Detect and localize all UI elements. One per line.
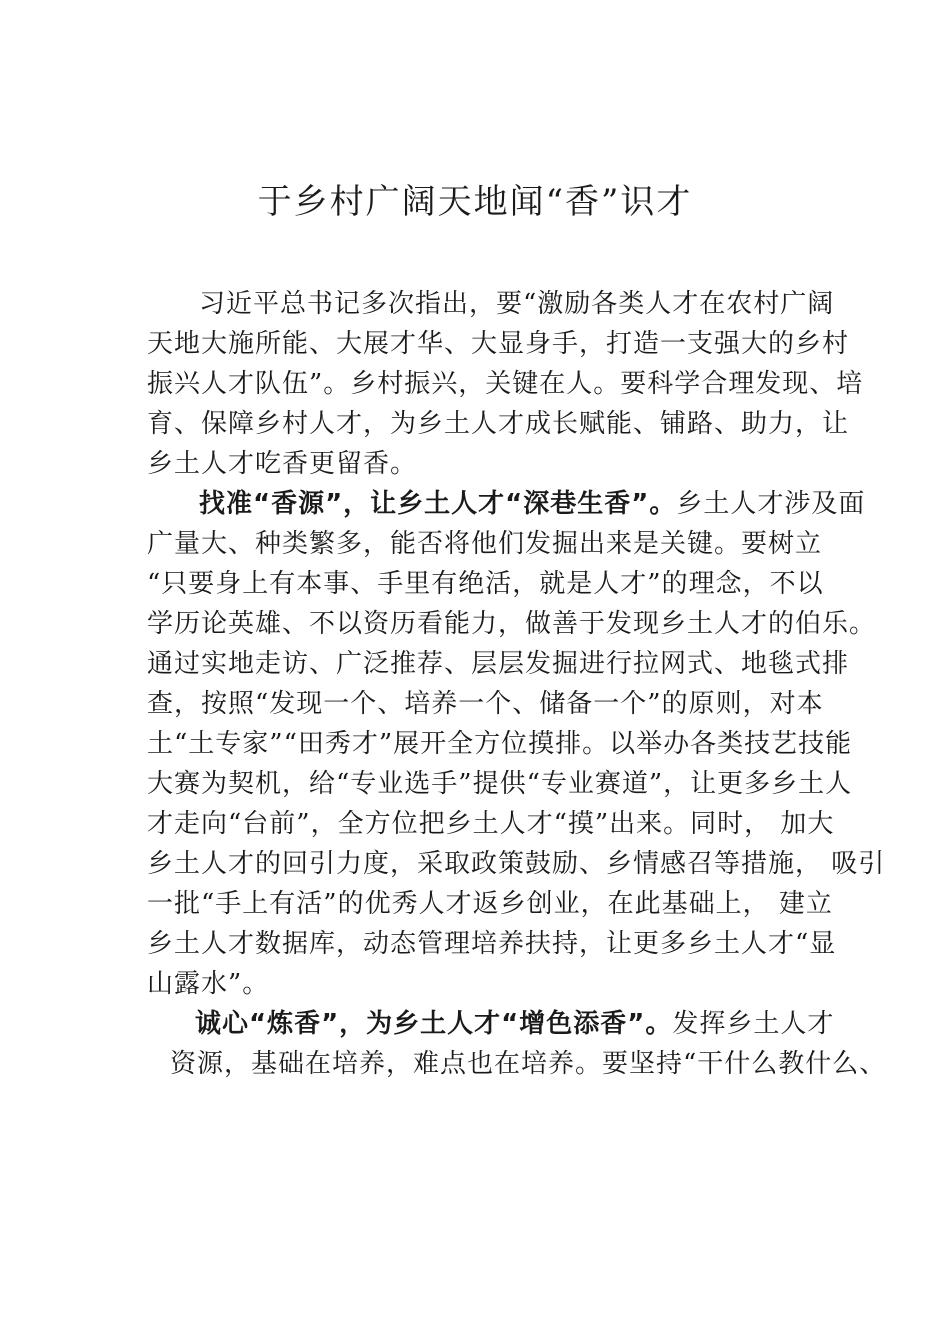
paragraph-2-line-3: “只要身上有本事、手里有绝活，就是人才”的理念，不以 — [147, 569, 824, 599]
paragraph-2-line-13: 山露水”。 — [147, 969, 270, 999]
paragraph-3-first-line-text: 发挥乡土人才 — [672, 1009, 835, 1039]
paragraph-1-line-5: 乡土人才吃香更留香。 — [147, 449, 418, 479]
paragraph-2-line-11: 一批“手上有活”的优秀人才返乡创业，在此基础上， 建立 — [147, 889, 833, 919]
paragraph-1-line-3: 振兴人才队伍”。乡村振兴，关键在人。要科学合理发现、培 — [147, 369, 864, 399]
paragraph-2-line-2: 广量大、种类繁多，能否将他们发掘出来是关键。要树立 — [147, 529, 823, 559]
paragraph-3-line-1 — [195, 1006, 834, 1042]
paragraph-1-line-1: 习近平总书记多次指出，要“激励各类人才在农村广阔 — [199, 289, 835, 319]
paragraph-2-line-12: 乡土人才数据库，动态管理培养扶持，让更多乡土人才“显 — [147, 929, 837, 959]
paragraph-2-line-6: 查，按照“发现一个、培养一个、储备一个”的原则，对本 — [147, 689, 824, 719]
paragraph-3-heading: 诚心“炼香”，为乡土人才“增色添香”。 — [195, 1009, 673, 1039]
paragraph-1-line-4: 育、保障乡村人才，为乡土人才成长赋能、铺路、助力，让 — [147, 409, 850, 439]
paragraph-2-heading: 找准“香源”，让乡土人才“深巷生香”。 — [199, 489, 677, 519]
document-title: 于乡村广阔天地闻“香”识才 — [257, 182, 693, 222]
paragraph-2-line-10: 乡土人才的回引力度，采取政策鼓励、乡情感召等措施， 吸引 — [147, 849, 886, 879]
paragraph-2-line-1 — [199, 486, 865, 522]
paragraph-3-line-2: 资源，基础在培养，难点也在培养。要坚持“干什么教什么、 — [170, 1049, 887, 1079]
paragraph-1-line-2: 天地大施所能、大展才华、大显身手，打造一支强大的乡村 — [147, 329, 850, 359]
paragraph-2-line-7: 土“土专家”“田秀才”展开全方位摸排。以举办各类技艺技能 — [147, 729, 853, 759]
paragraph-2-line-5: 通过实地走访、广泛推荐、层层发掘进行拉网式、地毯式排 — [147, 649, 850, 679]
paragraph-2-first-line-text: 乡土人才涉及面 — [676, 489, 866, 519]
paragraph-2-line-8: 大赛为契机，给“专业选手”提供“专业赛道”，让更多乡土人 — [147, 769, 853, 799]
paragraph-2-line-4: 学历论英雄、不以资历看能力，做善于发现乡土人才的伯乐。 — [147, 609, 877, 639]
paragraph-2-line-9: 才走向“台前”，全方位把乡土人才“摸”出来。同时， 加大 — [147, 809, 835, 839]
